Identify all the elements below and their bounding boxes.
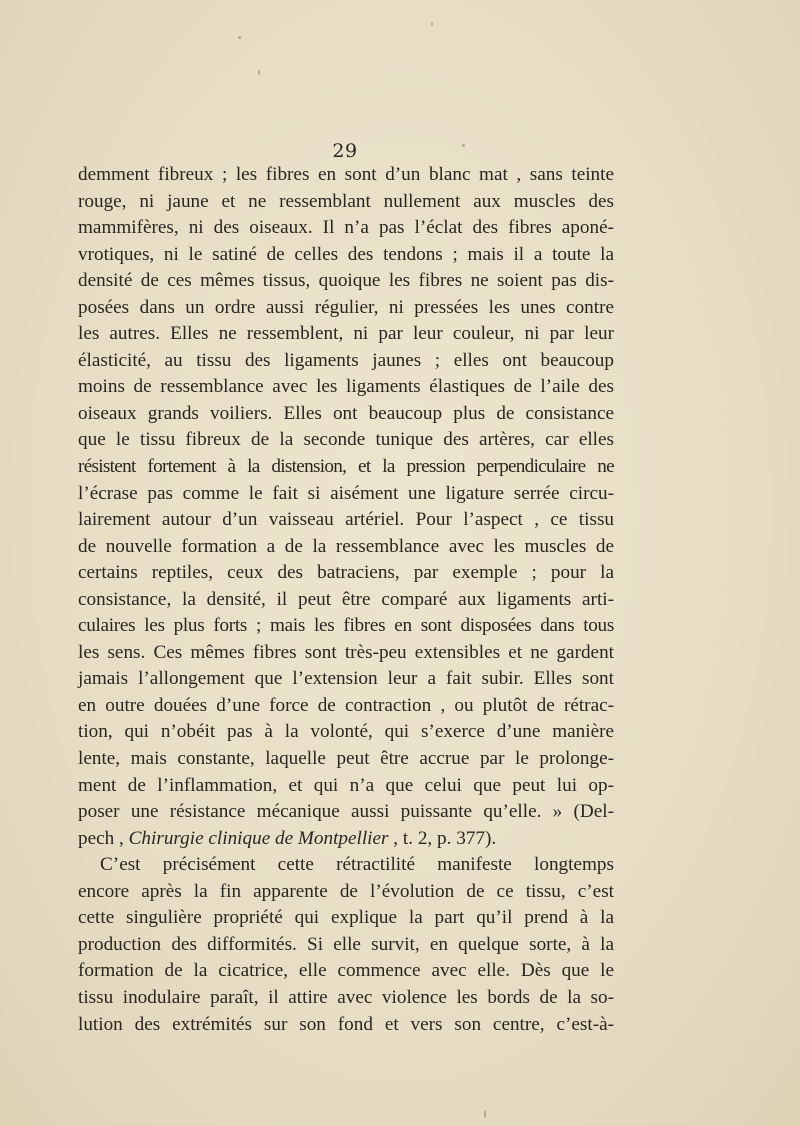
text-line: élasticité, au tissu des ligaments jaunes ; elles ont beaucoup	[78, 349, 614, 371]
body-text	[78, 162, 614, 1038]
text-line: lution des extrémités sur son fond et vers son centre, c’est-à-	[78, 1013, 614, 1035]
text-line: consistance, la densité, il peut être comparé aux ligaments arti-	[78, 588, 614, 610]
citation-line	[78, 826, 614, 853]
text-line: lente, mais constante, laquelle peut être accrue par le prolonge-	[78, 748, 614, 770]
text-line: posées dans un ordre aussi régulier, ni pressées les unes contre	[78, 296, 614, 318]
text-line: tion, qui n’obéit pas à la volonté, qui s’exerce d’une manière	[78, 721, 614, 743]
paper-speck	[431, 22, 433, 26]
paragraph-first-line: C’est précisément cette rétractilité manifeste longtemps	[100, 854, 614, 876]
text-line: rouge, ni jaune et ne ressemblant nullement aux muscles des	[78, 190, 614, 212]
text-line: encore après la fin apparente de l’évolution de ce tissu, c’est	[78, 880, 614, 902]
text-line: oiseaux grands voiliers. Elles ont beaucoup plus de consistance	[78, 402, 614, 424]
text-line: lairement autour d’un vaisseau artériel. Pour l’aspect , ce tissu	[78, 509, 614, 531]
text-line: poser une résistance mécanique aussi puissante qu’elle. » (Del-	[78, 801, 614, 823]
citation-prefix: pech ,	[78, 827, 129, 849]
text-line: de nouvelle formation a de la ressemblance avec les muscles de	[78, 535, 614, 557]
text-line: les autres. Elles ne ressemblent, ni par leur couleur, ni par leur	[78, 323, 614, 345]
text-line: mammifères, ni des oiseaux. Il n’a pas l’éclat des fibres aponé-	[78, 217, 614, 239]
text-line: cette singulière propriété qui explique la part qu’il prend à la	[78, 907, 614, 929]
text-line: densité de ces mêmes tissus, quoique les fibres ne soient pas dis-	[78, 270, 614, 292]
text-line: production des difformités. Si elle survit, en quelque sorte, à la	[78, 933, 614, 955]
text-line: en outre douées d’une force de contraction , ou plutôt de rétrac-	[78, 694, 614, 716]
text-line: résistent fortement à la distension, et la pression perpendiculaire ne	[78, 456, 614, 478]
text-line: jamais l’allongement que l’extension leur a fait subir. Elles sont	[78, 668, 614, 690]
citation-title: Chirurgie clinique de Montpellier	[128, 827, 389, 849]
text-line: demment fibreux ; les fibres en sont d’un blanc mat , sans teinte	[78, 164, 614, 185]
text-line: l’écrase pas comme le fait si aisément une ligature serrée circu-	[78, 482, 614, 504]
paper-speck	[238, 36, 241, 39]
text-line: formation de la cicatrice, elle commence avec elle. Dès que le	[78, 960, 614, 982]
citation-suffix: , t. 2, p. 377).	[388, 827, 497, 849]
paper-speck	[484, 1110, 486, 1118]
text-line: vrotiques, ni le satiné de celles des tendons ; mais il a toute la	[78, 243, 614, 265]
text-line: que le tissu fibreux de la seconde tunique des artères, car elles	[78, 429, 614, 451]
paper-speck	[258, 70, 260, 75]
text-line: les sens. Ces mêmes fibres sont très-peu extensibles et ne gardent	[78, 641, 614, 663]
page-number: 29	[332, 140, 358, 162]
text-line: moins de ressemblance avec les ligaments élastiques de l’aile des	[78, 376, 614, 398]
text-line: tissu inodulaire paraît, il attire avec violence les bords de la so-	[78, 986, 614, 1008]
text-line: ment de l’inflammation, et qui n’a que celui que peut lui op-	[78, 774, 614, 796]
text-line: certains reptiles, ceux des batraciens, par exemple ; pour la	[78, 562, 614, 584]
text-line: culaires les plus forts ; mais les fibres en sont disposées dans tous	[78, 615, 614, 637]
